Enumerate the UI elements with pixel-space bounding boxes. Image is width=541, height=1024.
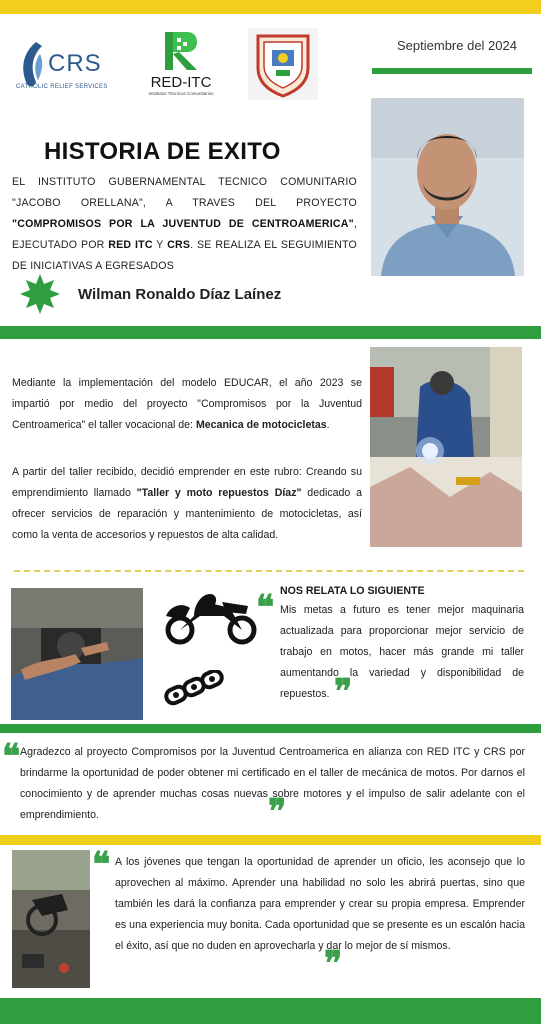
red-itc-mark-icon: [163, 30, 199, 72]
motor-repair-image: [11, 588, 143, 720]
red-itc-logo-subtitle: Institutos Técnicos Comunitarios: [148, 91, 214, 96]
crs-logo-subtitle: CATHOLIC RELIEF SERVICES: [16, 84, 108, 90]
crs-logo-text: CRS: [48, 50, 102, 77]
quote-close-icon: ❞: [324, 944, 343, 984]
welding-photo: [370, 347, 522, 547]
red-itc-logo: [140, 30, 222, 100]
person-name: Wilman Ronaldo Díaz Laínez: [78, 286, 282, 303]
page-title: HISTORIA DE EXITO: [44, 138, 281, 165]
intro-project-name: "COMPROMISOS POR LA JUVENTUD DE CENTROAMERICA": [12, 218, 354, 230]
repair-hands-photo: [11, 588, 143, 720]
testimony-heading: NOS RELATA LO SIGUIENTE: [280, 585, 425, 597]
bottom-green-bar: [0, 998, 541, 1024]
business-text-1: A partir del taller recibido, decidió emprender en este rubro: Creando su emprendimiento llamado: [12, 466, 362, 499]
quote-close-icon: ❞: [334, 672, 353, 712]
green-divider-2: [0, 724, 541, 733]
workshop-motorcycle-photo: [12, 850, 90, 988]
motorcycle-rider-icon: [160, 586, 260, 646]
crest-shield-icon: [248, 28, 318, 100]
business-text-2: dedicado a ofrecer servicios de reparación y mantenimiento de motocicletas, así como la venta de accesorios y repuestos de alta calidad.: [12, 487, 362, 541]
intro-text-1: EL INSTITUTO GUBERNAMENTAL TECNICO COMUNITARIO "JACOBO ORELLANA", A TRAVES DEL PROYECTO: [12, 176, 357, 209]
date-label: Septiembre del 2024: [397, 38, 517, 53]
intro-crs: CRS: [167, 239, 191, 251]
workshop-floor-image: [12, 850, 90, 988]
intro-paragraph: [12, 172, 357, 277]
intro-text-3: . SE REALIZA EL SEGUIMIENTO DE INICIATIVAS A EGRESADOS: [12, 239, 357, 272]
educar-paragraph: [12, 373, 362, 436]
chain-icon: [164, 670, 234, 706]
green-divider-1: [0, 326, 541, 339]
quote-close-icon: ❞: [268, 792, 287, 832]
intro-red-itc: RED ITC: [108, 239, 153, 251]
quote-open-icon: ❝: [256, 588, 275, 628]
top-yellow-bar: [0, 0, 541, 14]
educar-text-end: .: [326, 419, 330, 431]
date-underline: [372, 68, 532, 74]
educar-text: Mediante la implementación del modelo EDUCAR, el año 2023 se impartió por medio del proyecto "Compromisos por la Juventud Centroamerica" el taller vocacional de:: [12, 377, 362, 431]
quote-open-icon: ❝: [92, 845, 111, 885]
red-itc-logo-text: RED-ITC: [150, 74, 212, 91]
educar-workshop-name: Mecanica de motocicletas: [195, 419, 327, 431]
crs-logo: [14, 38, 110, 98]
business-name: "Taller y moto repuestos Díaz": [136, 487, 302, 499]
green-star-badge-icon: [20, 274, 60, 314]
thanks-paragraph: Agradezco al proyecto Compromisos por la Juventud Centroamerica en alianza con RED ITC y CRS por brindarme la oportunidad de poder obtener mi certificado en el taller de mecánica de motos. Por darnos el conocimiento y de aprender muchas cosas nuevas sobre motores y el impulso de salir adelante con el emprendimiento.: [20, 746, 525, 821]
welding-workshop-image: [370, 347, 522, 547]
dashed-divider: [14, 570, 524, 572]
intro-text-and: Y: [152, 239, 168, 251]
business-paragraph: [12, 462, 362, 546]
portrait-person-image: [371, 98, 524, 276]
portrait-photo: [371, 98, 524, 276]
quote-open-icon: ❝: [2, 737, 21, 777]
school-crest-logo: [248, 28, 318, 100]
intro-text-2: , EJECUTADO POR: [12, 218, 357, 251]
advice-paragraph: A los jóvenes que tengan la oportunidad de aprender un oficio, les aconsejo que lo aprovechen al máximo. Aprender una habilidad no solo les abrirá puertas, sino que también les dará la confianza para emprender y crear su propia empresa. Emprender es una experiencia muy bonita. Cada oportunidad que se presente es un escalón hacia el éxito, así que no duden en aprovecharla y dar lo mejor de sí mismos.: [115, 856, 525, 952]
testimony-text: Mis metas a futuro es tener mejor maquinaria actualizada para proporcionar mejor servicio de trabajo en motos, hacer más grande mi taller aumentando la variedad y disponibilidad de repuestos.: [280, 604, 524, 700]
yellow-divider: [0, 835, 541, 845]
